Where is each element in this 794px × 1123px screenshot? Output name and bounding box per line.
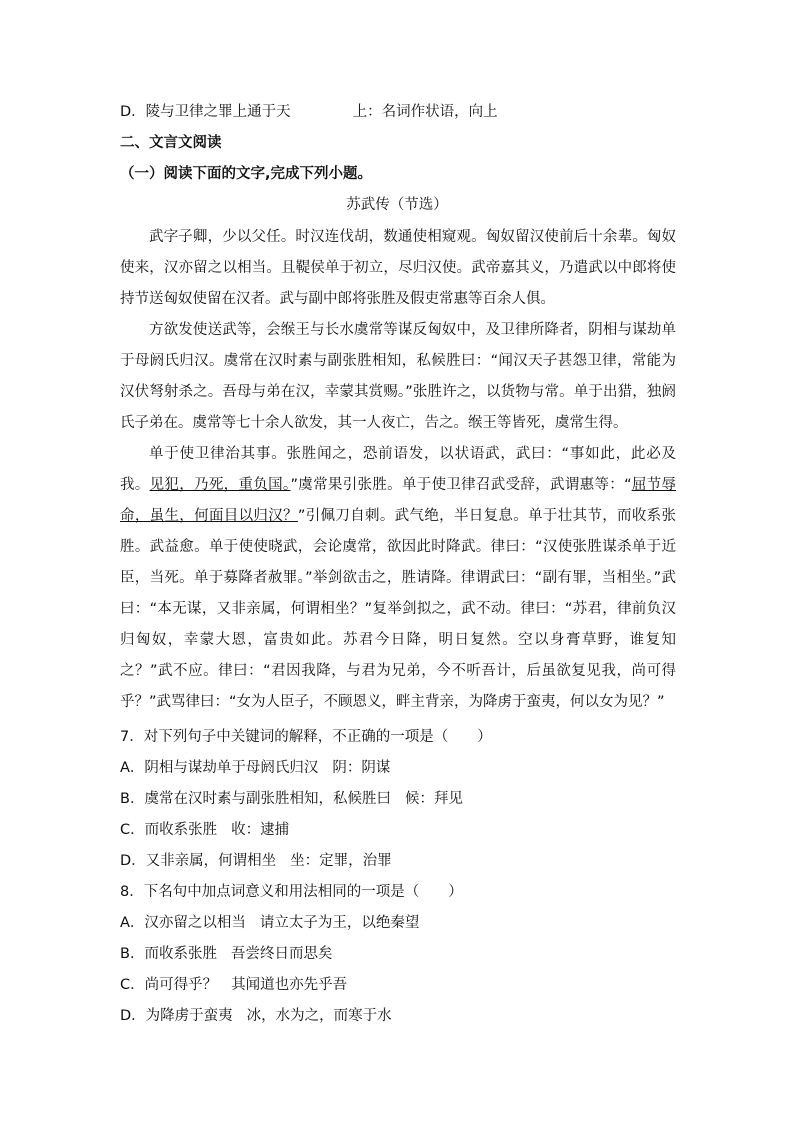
question-7-option-b (120, 789, 463, 809)
option-sentence: D．为降虏于蛮夷 (120, 1008, 233, 1024)
option-note: 吾尝终日而思矣 (230, 946, 333, 962)
passage-paragraph-1-text: 武字子卿，少以父任。时汉连伐胡，数通使相窥观。匈奴留汉使前后十余辈。匈奴使来，汉亦留之以相当。且鞮侯单于初立，尽归汉使。武帝嘉其义，乃遣武以中郎将使持节送匈奴使留在汉者。武与副中郎将张胜及假吏常惠等百余人俱。 (120, 229, 676, 307)
passage-paragraph-2-text: 方欲发使送武等，会缑王与长水虞常等谋反匈奴中，及卫律所降者，阴相与谋劫单于母阏氏归汉。虞常在汉时素与副张胜相知，私候胜曰：“闻汉天子甚怨卫律，常能为汉伏弩射杀之。吾母与弟在汉，幸蒙其赏赐。”张胜许之，以货物与常。单于出猎，独阏氏子弟在。虞常等七十余人欲发，其一人夜亡，告之。缑王等皆死，虞常生得。 (120, 322, 676, 431)
underlined-sentence-2: 屈节辱命，虽生，何面目以归汉？ (120, 477, 677, 524)
passage-paragraph-3-part-a: 单于使卫律治其事。张胜闻之，恐前语发，以状语武，武曰：“事如此，此必及我。 (120, 446, 676, 493)
previous-option-d-note: 上：名词作状语，向上 (352, 104, 498, 120)
option-sentence: D．又非亲属，何谓相坐 (120, 853, 277, 869)
option-sentence: A．阴相与谋劫单于母阏氏归汉 (120, 760, 319, 776)
question-7-option-c (120, 820, 289, 840)
option-note: 坐：定罪，治罪 (290, 853, 392, 869)
section-heading: 二、文言文阅读 (120, 135, 222, 151)
option-note: 收：逮捕 (231, 822, 290, 838)
option-note: 请立太子为王，以绝秦望 (259, 915, 420, 931)
passage-paragraph-1 (120, 222, 676, 315)
option-sentence: A．汉亦留之以相当 (120, 915, 246, 931)
passage-paragraph-3 (120, 439, 676, 718)
question-8-stem: 8．下名句中加点词意义和用法相同的一项是（ ） (120, 884, 463, 900)
question-8-option-d (120, 1006, 392, 1026)
option-sentence: C．而收系张胜 (120, 822, 218, 838)
question-7-stem: 7．对下列句子中关键词的解释，不正确的一项是（ ） (120, 729, 492, 745)
option-sentence: C．尚可得乎？ (120, 977, 218, 993)
passage-paragraph-2 (120, 315, 676, 439)
option-note: 其闻道也亦先乎吾 (231, 977, 348, 993)
question-7-option-a (120, 758, 390, 778)
option-note: 候：拜见 (404, 791, 463, 807)
question-8-option-b (120, 944, 332, 964)
passage-title: 苏武传（节选） (346, 197, 448, 213)
option-note: 阴：阴谋 (332, 760, 391, 776)
previous-option-d (120, 102, 498, 122)
question-7-option-d (120, 851, 392, 871)
option-sentence: B．虞常在汉时素与副张胜相知，私候胜曰 (120, 791, 391, 807)
option-note: 冰，水为之，而寒于水 (246, 1008, 392, 1024)
passage-paragraph-3-part-c: ”引佩刀自刺。武气绝，半日复息。单于壮其节，而收系张胜。武益愈。单于使使晓武，会论虞常，欲因此时降武。律曰：“汉使张胜谋杀单于近臣，当死。单于募降者赦罪。”举剑欲击之，胜请降。律谓武曰：“副有罪，当相坐。”武曰：“本无谋，又非亲属，何谓相坐？”复举剑拟之，武不动。律曰：“苏君，律前负汉归匈奴，幸蒙大恩，富贵如此。苏君今日降，明日复然。空以身膏草野，谁复知之？”武不应。律曰：“君因我降，与君为兄弟，今不听吾计，后虽欲复见我，尚可得乎？”武骂律曰：“女为人臣子，不顾恩义，畔主背亲，为降虏于蛮夷，何以女为见？” (120, 508, 676, 710)
underlined-sentence-1: 见犯，乃死，重负国。 (149, 477, 291, 493)
option-sentence: B．而收系张胜 (120, 946, 217, 962)
question-8-option-a (120, 913, 419, 933)
subsection-heading: （一）阅读下面的文字,完成下列小题。 (120, 166, 373, 182)
question-8-option-c (120, 975, 347, 995)
previous-option-d-sentence: D．陵与卫律之罪上通于天 (120, 104, 291, 120)
passage-paragraph-3-part-b: ”虞常果引张胜。单于使卫律召武受辞，武谓惠等：“ (290, 477, 632, 493)
